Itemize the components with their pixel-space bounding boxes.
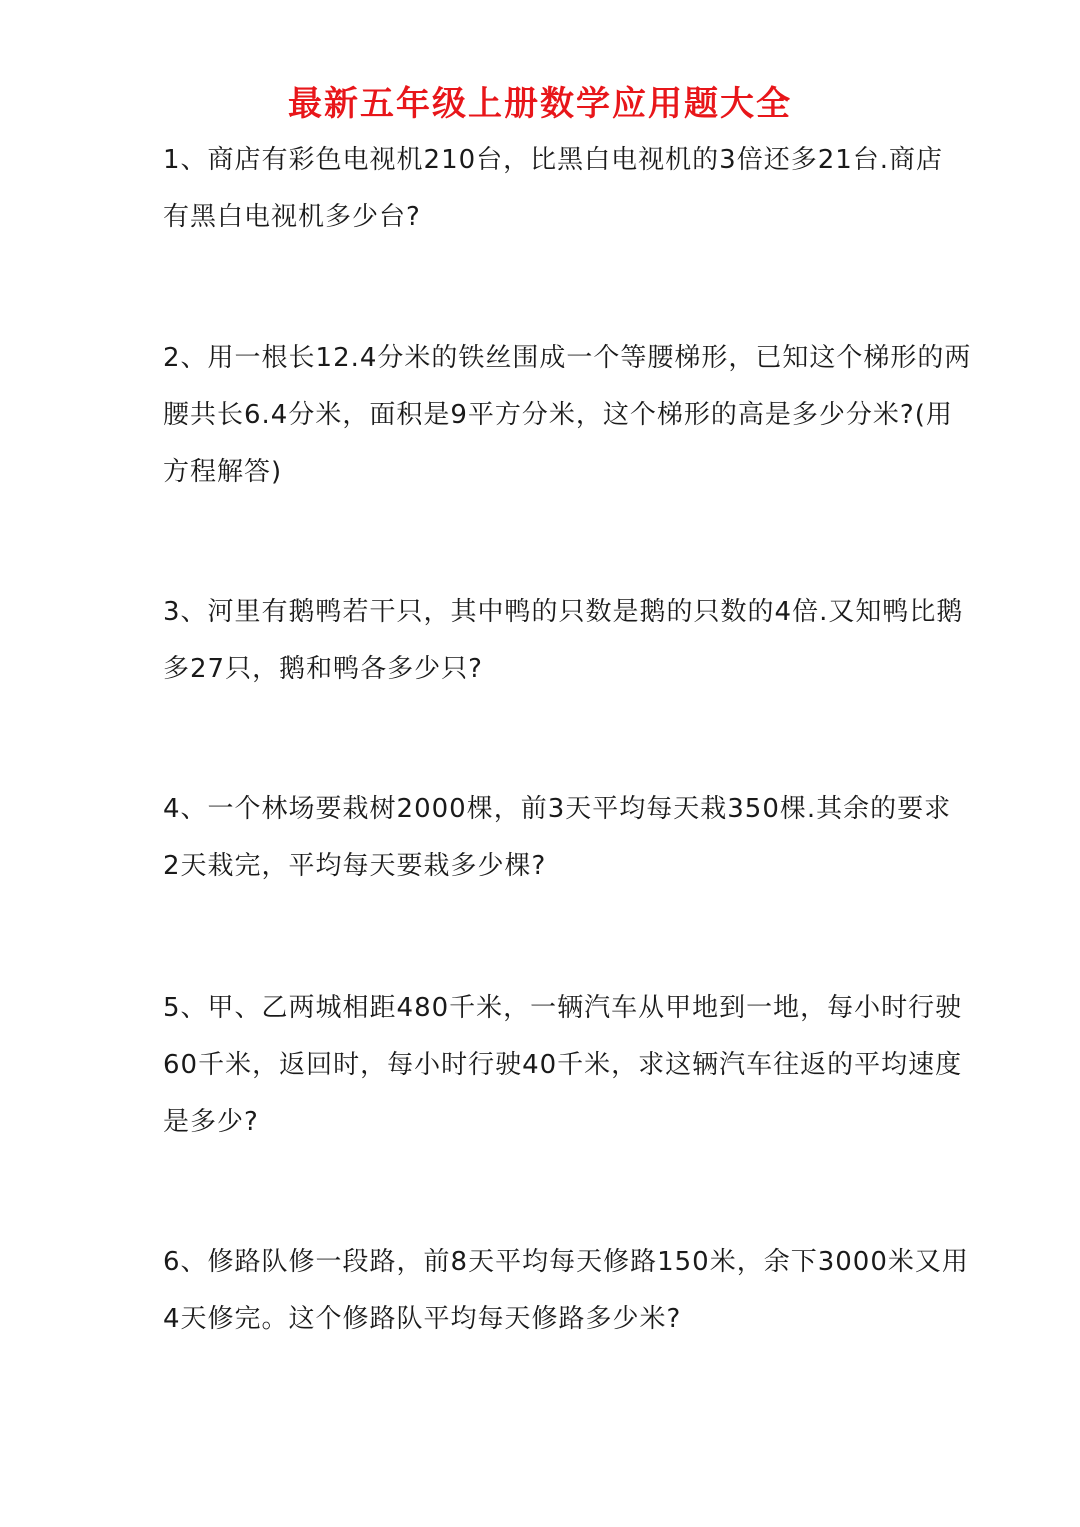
question-line: 1、商店有彩色电视机210台，比黑白电视机的3倍还多21台.商店 [163,145,944,175]
question-2 [163,330,972,501]
question-line: 方程解答) [163,457,283,487]
question-4 [163,781,952,895]
question-line: 6、修路队修一段路，前8天平均每天修路150米，余下3000米又用 [163,1247,969,1277]
question-6 [163,1234,969,1348]
question-line: 腰共长6.4分米，面积是9平方分米，这个梯形的高是多少分米?(用 [163,400,953,430]
question-line: 多27只，鹅和鸭各多少只? [163,654,483,684]
question-3 [163,584,964,698]
question-line: 有黑白电视机多少台? [163,202,421,232]
question-line: 5、甲、乙两城相距480千米，一辆汽车从甲地到一地，每小时行驶 [163,993,963,1023]
document-title: 最新五年级上册数学应用题大全 [288,84,792,124]
question-line: 是多少? [163,1107,259,1137]
question-line: 60千米，返回时，每小时行驶40千米，求这辆汽车往返的平均速度 [163,1050,963,1080]
question-line: 4天修完。这个修路队平均每天修路多少米? [163,1304,682,1334]
question-5 [163,980,963,1151]
question-1 [163,132,944,246]
question-line: 2、用一根长12.4分米的铁丝围成一个等腰梯形，已知这个梯形的两 [163,343,972,373]
question-line: 3、河里有鹅鸭若干只，其中鸭的只数是鹅的只数的4倍.又知鸭比鹅 [163,597,964,627]
question-line: 4、一个林场要栽树2000棵，前3天平均每天栽350棵.其余的要求 [163,794,952,824]
question-line: 2天栽完，平均每天要栽多少棵? [163,851,547,881]
